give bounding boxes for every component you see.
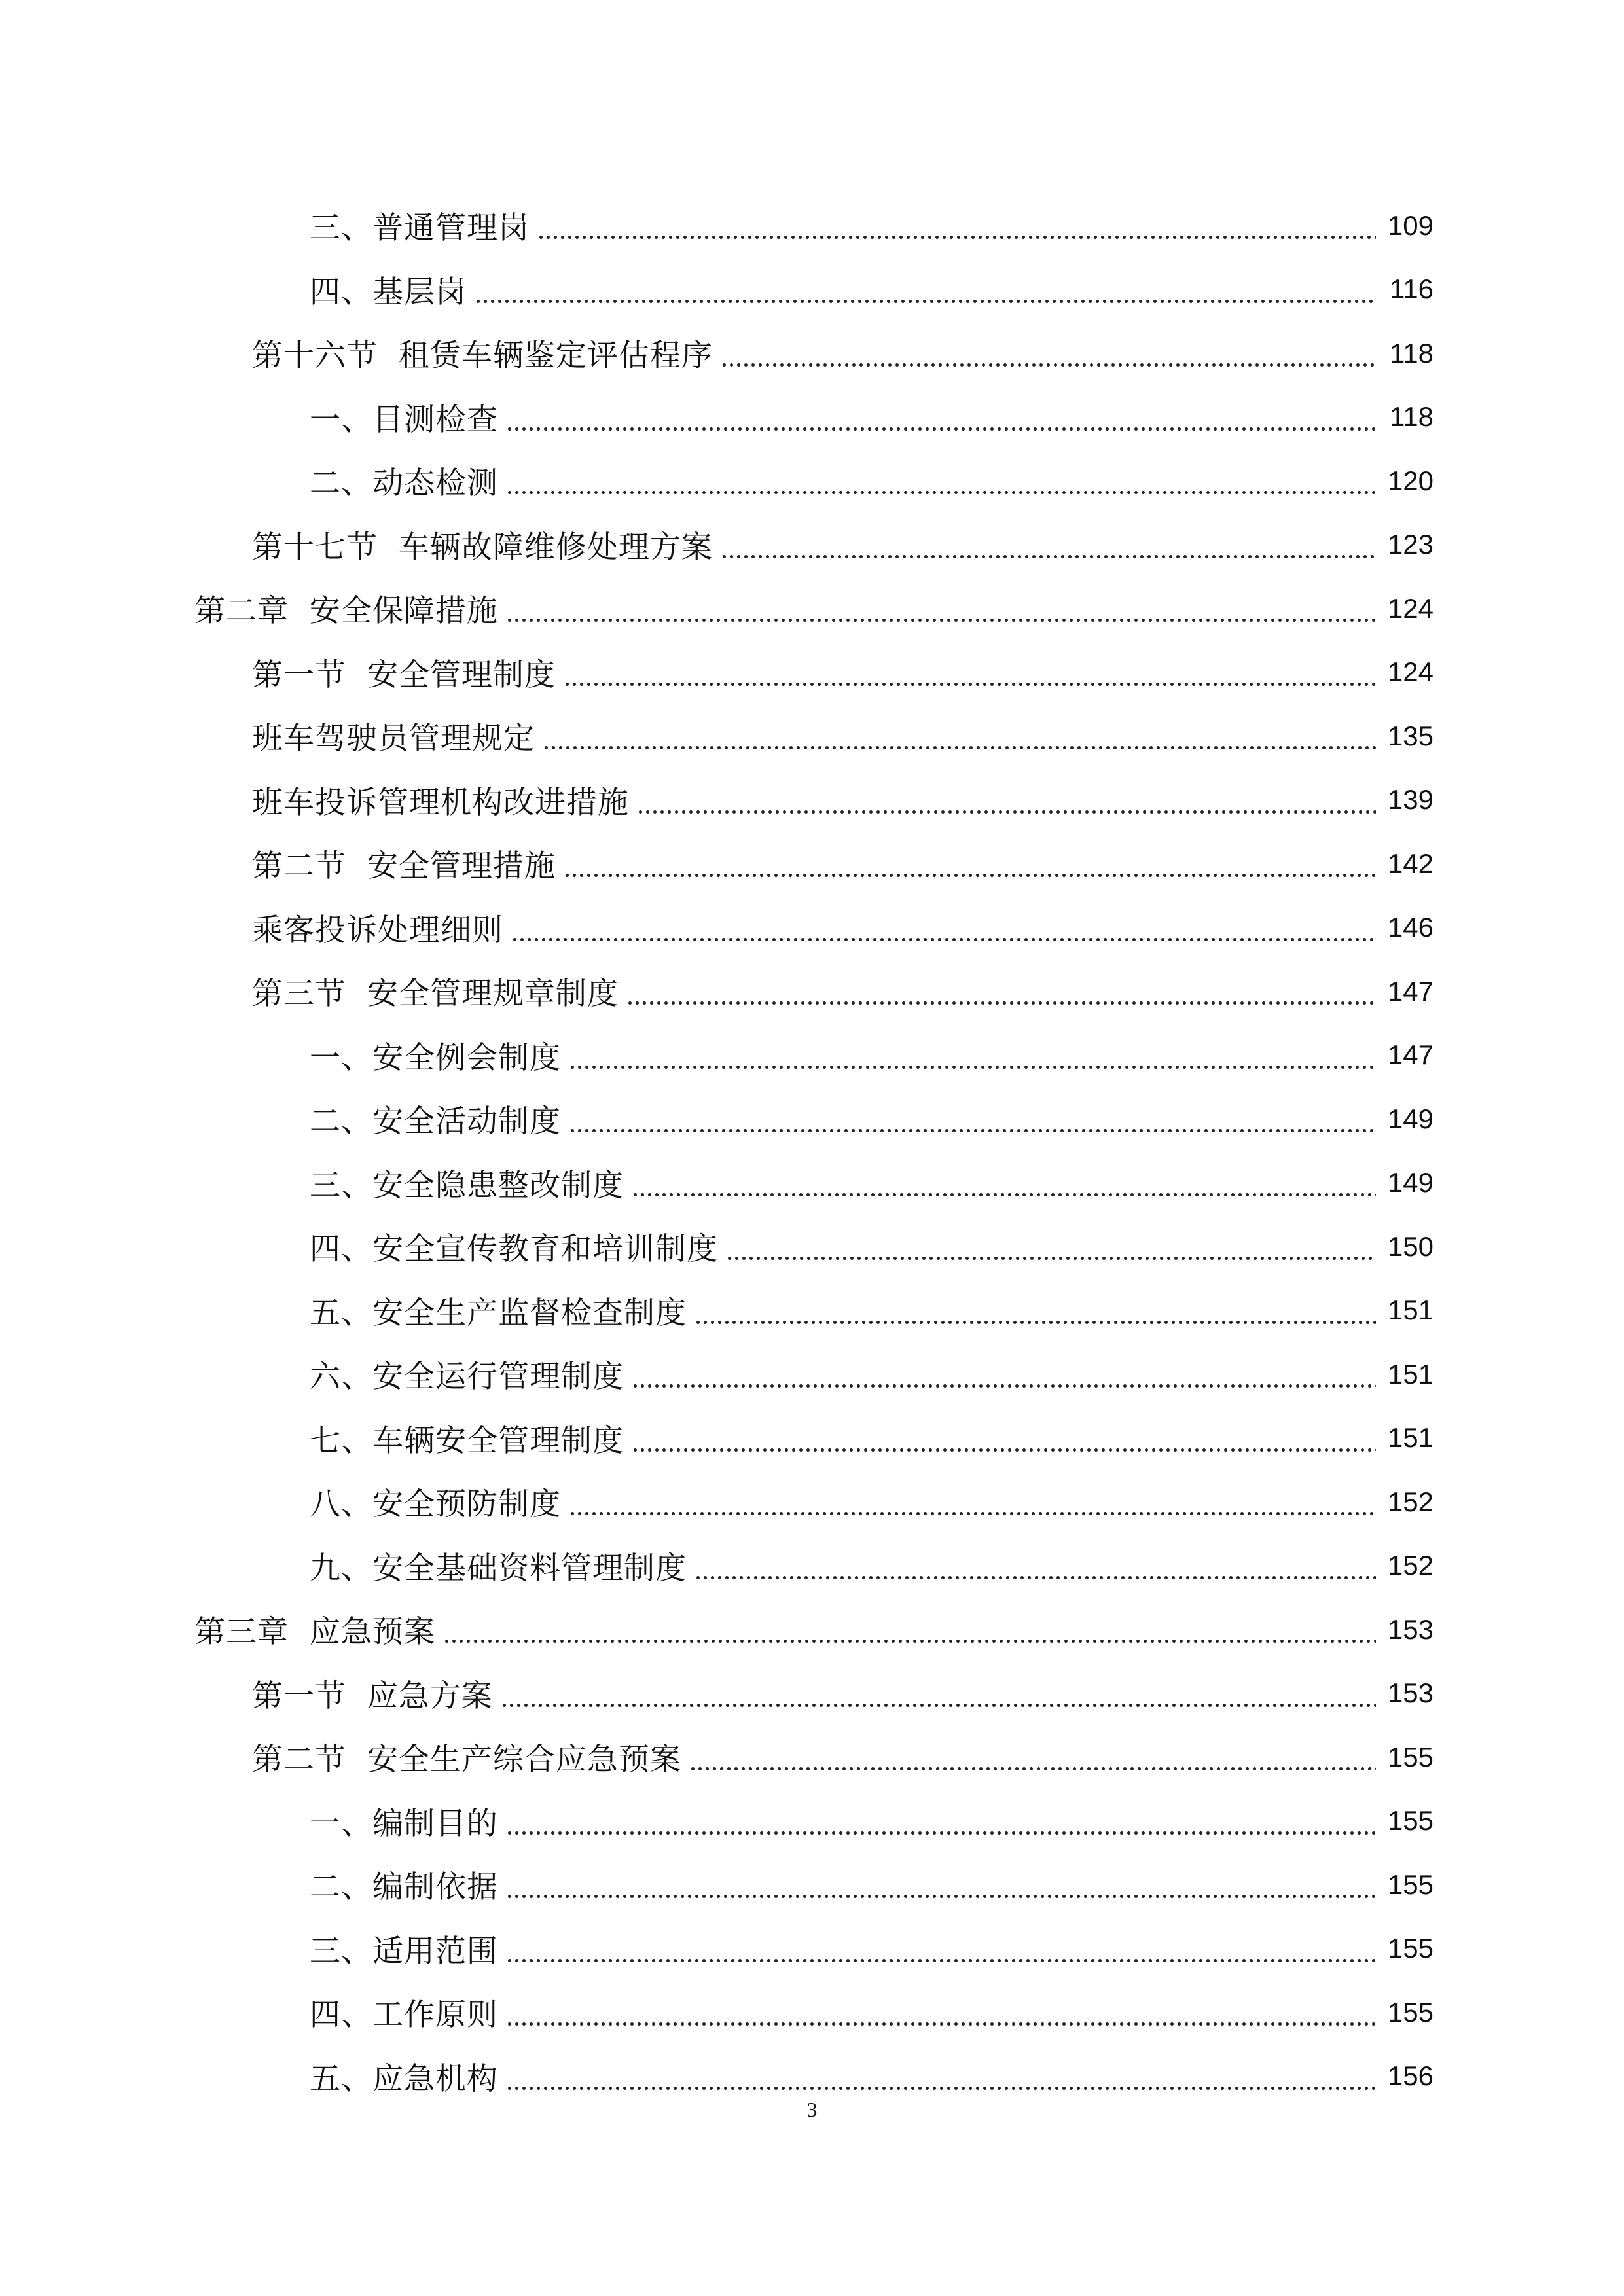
dot-leader <box>511 912 1376 943</box>
toc-entry-page: 155 <box>1387 1869 1434 1900</box>
toc-entry[interactable] <box>0 1342 1624 1407</box>
toc-entry-page: 149 <box>1387 1103 1434 1134</box>
toc-entry-page: 146 <box>1387 912 1434 943</box>
dot-leader <box>695 1551 1376 1581</box>
toc-entry[interactable] <box>0 896 1624 960</box>
dot-leader <box>721 529 1376 560</box>
toc-entry-title: 第十六节 租赁车辆鉴定评估程序 <box>252 338 713 374</box>
toc-entry-page: 147 <box>1387 975 1434 1007</box>
dot-leader <box>537 210 1376 241</box>
toc-entry-page: 155 <box>1387 1805 1434 1837</box>
dot-leader <box>506 593 1376 624</box>
dot-leader <box>475 274 1376 305</box>
toc-entry-title: 二、动态检测 <box>310 465 498 502</box>
toc-entry-page: 151 <box>1387 1422 1434 1454</box>
toc-entry[interactable] <box>0 1534 1624 1598</box>
toc-entry[interactable] <box>0 1024 1624 1088</box>
toc-entry[interactable] <box>0 1087 1624 1151</box>
toc-entry-page: 151 <box>1387 1358 1434 1390</box>
toc-entry[interactable] <box>0 513 1624 577</box>
toc-entry[interactable] <box>0 194 1624 258</box>
toc-entry-title: 八、安全预防制度 <box>310 1486 561 1523</box>
dot-leader <box>506 465 1376 496</box>
toc-entry[interactable] <box>0 704 1624 768</box>
toc-entry-page: 147 <box>1387 1039 1434 1071</box>
toc-entry-page: 155 <box>1387 1741 1434 1772</box>
dot-leader <box>506 2061 1376 2092</box>
toc-entry-page: 149 <box>1387 1167 1434 1198</box>
dot-leader <box>564 848 1376 879</box>
dot-leader <box>726 1231 1376 1262</box>
toc-entry[interactable] <box>0 1598 1624 1662</box>
toc-entry[interactable] <box>0 449 1624 513</box>
dot-leader <box>626 976 1376 1007</box>
toc-entry-title: 第一节 安全管理制度 <box>252 656 556 693</box>
toc-entry-title: 四、基层岗 <box>310 274 467 310</box>
toc-entry-title: 五、安全生产监督检查制度 <box>310 1295 687 1331</box>
toc-entry[interactable] <box>0 1662 1624 1726</box>
toc-entry-title: 班车驾驶员管理规定 <box>252 721 535 757</box>
toc-entry-page: 152 <box>1387 1486 1434 1517</box>
toc-entry-title: 第二节 安全管理措施 <box>252 848 556 885</box>
dot-leader <box>695 1295 1376 1326</box>
toc-entry-title: 三、适用范围 <box>310 1933 498 1969</box>
toc-entry[interactable] <box>0 386 1624 450</box>
toc-entry-title: 乘客投诉处理细则 <box>252 912 503 948</box>
toc-entry[interactable] <box>0 258 1624 322</box>
dot-leader <box>569 1486 1376 1517</box>
dot-leader <box>632 1359 1376 1390</box>
toc-entry-title: 班车投诉管理机构改进措施 <box>252 784 629 821</box>
toc-entry-title: 六、安全运行管理制度 <box>310 1359 624 1395</box>
toc-entry[interactable] <box>0 1981 1624 2045</box>
toc-entry-title: 四、工作原则 <box>310 1997 498 2034</box>
toc-entry-page: 142 <box>1387 848 1434 879</box>
toc-entry[interactable] <box>0 1279 1624 1343</box>
toc-entry-page: 139 <box>1387 784 1434 816</box>
dot-leader <box>506 1933 1376 1964</box>
page-number: 3 <box>806 2098 818 2121</box>
toc-entry-page: 118 <box>1390 337 1434 368</box>
dot-leader <box>564 657 1376 688</box>
toc-entry-title: 五、应急机构 <box>310 2060 498 2097</box>
toc-entry-page: 109 <box>1387 209 1434 241</box>
table-of-contents <box>0 194 1624 2108</box>
dot-leader <box>569 1040 1376 1071</box>
dot-leader <box>506 1997 1376 2028</box>
toc-entry-title: 三、普通管理岗 <box>310 210 530 247</box>
toc-entry-page: 124 <box>1387 656 1434 688</box>
toc-entry-title: 第三章 应急预案 <box>194 1614 435 1651</box>
toc-entry-page: 155 <box>1387 1996 1434 2028</box>
toc-entry-title: 三、安全隐患整改制度 <box>310 1167 624 1204</box>
toc-entry-title: 二、编制依据 <box>310 1869 498 1906</box>
toc-entry[interactable] <box>0 1853 1624 1917</box>
toc-entry-page: 123 <box>1387 529 1434 560</box>
toc-entry[interactable] <box>0 832 1624 896</box>
dot-leader <box>632 1168 1376 1198</box>
toc-entry-title: 第二章 安全保障措施 <box>194 593 498 630</box>
toc-entry-page: 120 <box>1387 465 1434 496</box>
toc-entry[interactable] <box>0 641 1624 705</box>
toc-entry-title: 九、安全基础资料管理制度 <box>310 1550 687 1587</box>
dot-leader <box>506 1869 1376 1900</box>
toc-entry[interactable] <box>0 321 1624 386</box>
dot-leader <box>637 785 1376 816</box>
toc-entry[interactable] <box>0 1407 1624 1471</box>
toc-entry-page: 150 <box>1387 1230 1434 1262</box>
toc-entry-title: 第三节 安全管理规章制度 <box>252 976 619 1013</box>
dot-leader <box>501 1678 1376 1709</box>
dot-leader <box>689 1742 1376 1772</box>
toc-entry-title: 一、安全例会制度 <box>310 1039 561 1076</box>
toc-entry-title: 四、安全宣传教育和培训制度 <box>310 1231 718 1268</box>
dot-leader <box>443 1614 1376 1645</box>
toc-entry-title: 二、安全活动制度 <box>310 1103 561 1140</box>
toc-entry-page: 151 <box>1387 1295 1434 1326</box>
toc-entry[interactable] <box>0 960 1624 1024</box>
toc-entry[interactable] <box>0 1725 1624 1789</box>
toc-entry-page: 152 <box>1387 1550 1434 1581</box>
toc-entry-title: 一、目测检查 <box>310 401 498 438</box>
dot-leader <box>506 1806 1376 1837</box>
toc-entry-title: 第一节 应急方案 <box>252 1677 493 1714</box>
dot-leader <box>569 1103 1376 1134</box>
toc-entry[interactable] <box>0 1789 1624 1854</box>
toc-entry-title: 第十七节 车辆故障维修处理方案 <box>252 529 713 565</box>
dot-leader <box>632 1423 1376 1454</box>
toc-entry[interactable] <box>0 1215 1624 1279</box>
toc-entry[interactable] <box>0 1470 1624 1534</box>
toc-entry[interactable] <box>0 577 1624 641</box>
toc-entry-title: 一、编制目的 <box>310 1805 498 1842</box>
toc-entry[interactable] <box>0 768 1624 833</box>
toc-entry[interactable] <box>0 1917 1624 1981</box>
dot-leader <box>506 402 1376 433</box>
toc-entry-page: 153 <box>1387 1677 1434 1709</box>
toc-entry[interactable] <box>0 1151 1624 1215</box>
toc-entry-title: 七、车辆安全管理制度 <box>310 1422 624 1459</box>
dot-leader <box>721 338 1376 368</box>
toc-entry-page: 135 <box>1387 720 1434 751</box>
toc-entry-page: 118 <box>1390 401 1434 433</box>
toc-entry-page: 124 <box>1387 592 1434 624</box>
toc-entry-page: 156 <box>1387 2060 1434 2092</box>
toc-entry-page: 155 <box>1387 1933 1434 1964</box>
toc-entry-page: 153 <box>1387 1613 1434 1645</box>
toc-entry-page: 116 <box>1390 274 1434 305</box>
toc-entry-title: 第二节 安全生产综合应急预案 <box>252 1742 681 1778</box>
dot-leader <box>543 721 1376 751</box>
